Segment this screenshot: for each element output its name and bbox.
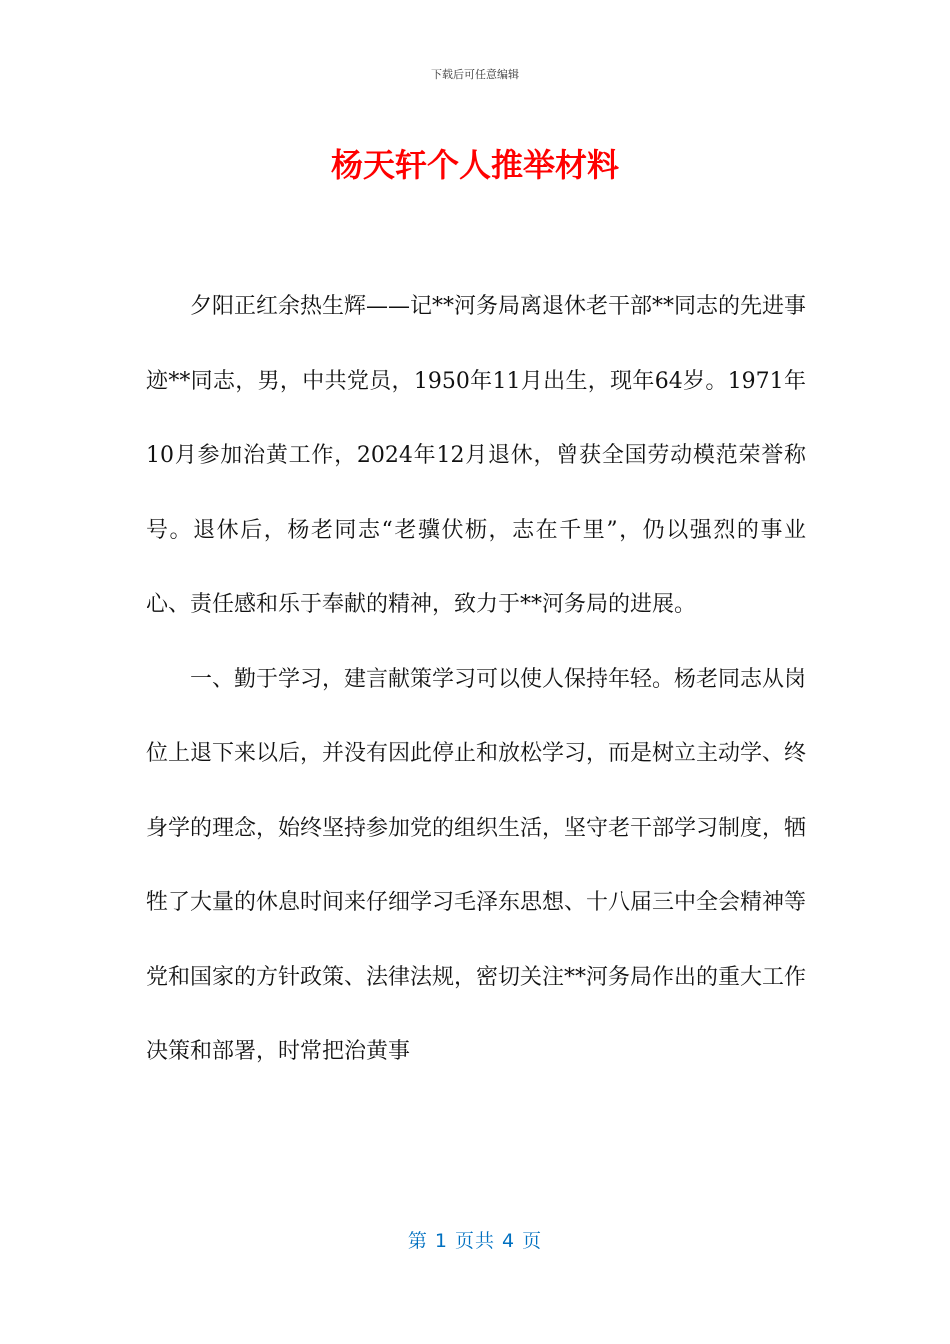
paragraph-section-one: 一、勤于学习，建言献策学习可以使人保持年轻。杨老同志从岗位上退下来以后，并没有因此停止和放松学习，而是树立主动学、终身学的理念，始终坚持参加党的组织生活，坚守老干部学习制度，牺牲了大量的休息时间来仔细学习毛泽东思想、十八届三中全会精神等党和国家的方针政策、法律法规，密切关注**河务局作出的重大工作决策和部署，时常把治黄事: [146, 666, 807, 1064]
paragraph-intro: 夕阳正红余热生辉——记**河务局离退休老干部**同志的先进事迹**同志，男，中共党员，1950年11月出生，现年64岁。1971年10月参加治黄工作，2024年12月退休，曾获全国劳动模范荣誉称号。退休后，杨老同志“老骥伏枥，志在千里”，仍以强烈的事业心、责任感和乐于奉献的精神，致力于**河务局的进展。: [146, 294, 807, 617]
document-body: [146, 270, 806, 1090]
page-number-footer: 第 1 页共 4 页: [407, 1230, 543, 1252]
document-title: 杨天轩个人推举材料: [330, 146, 619, 184]
header-note: 下载后可任意编辑: [431, 68, 519, 81]
